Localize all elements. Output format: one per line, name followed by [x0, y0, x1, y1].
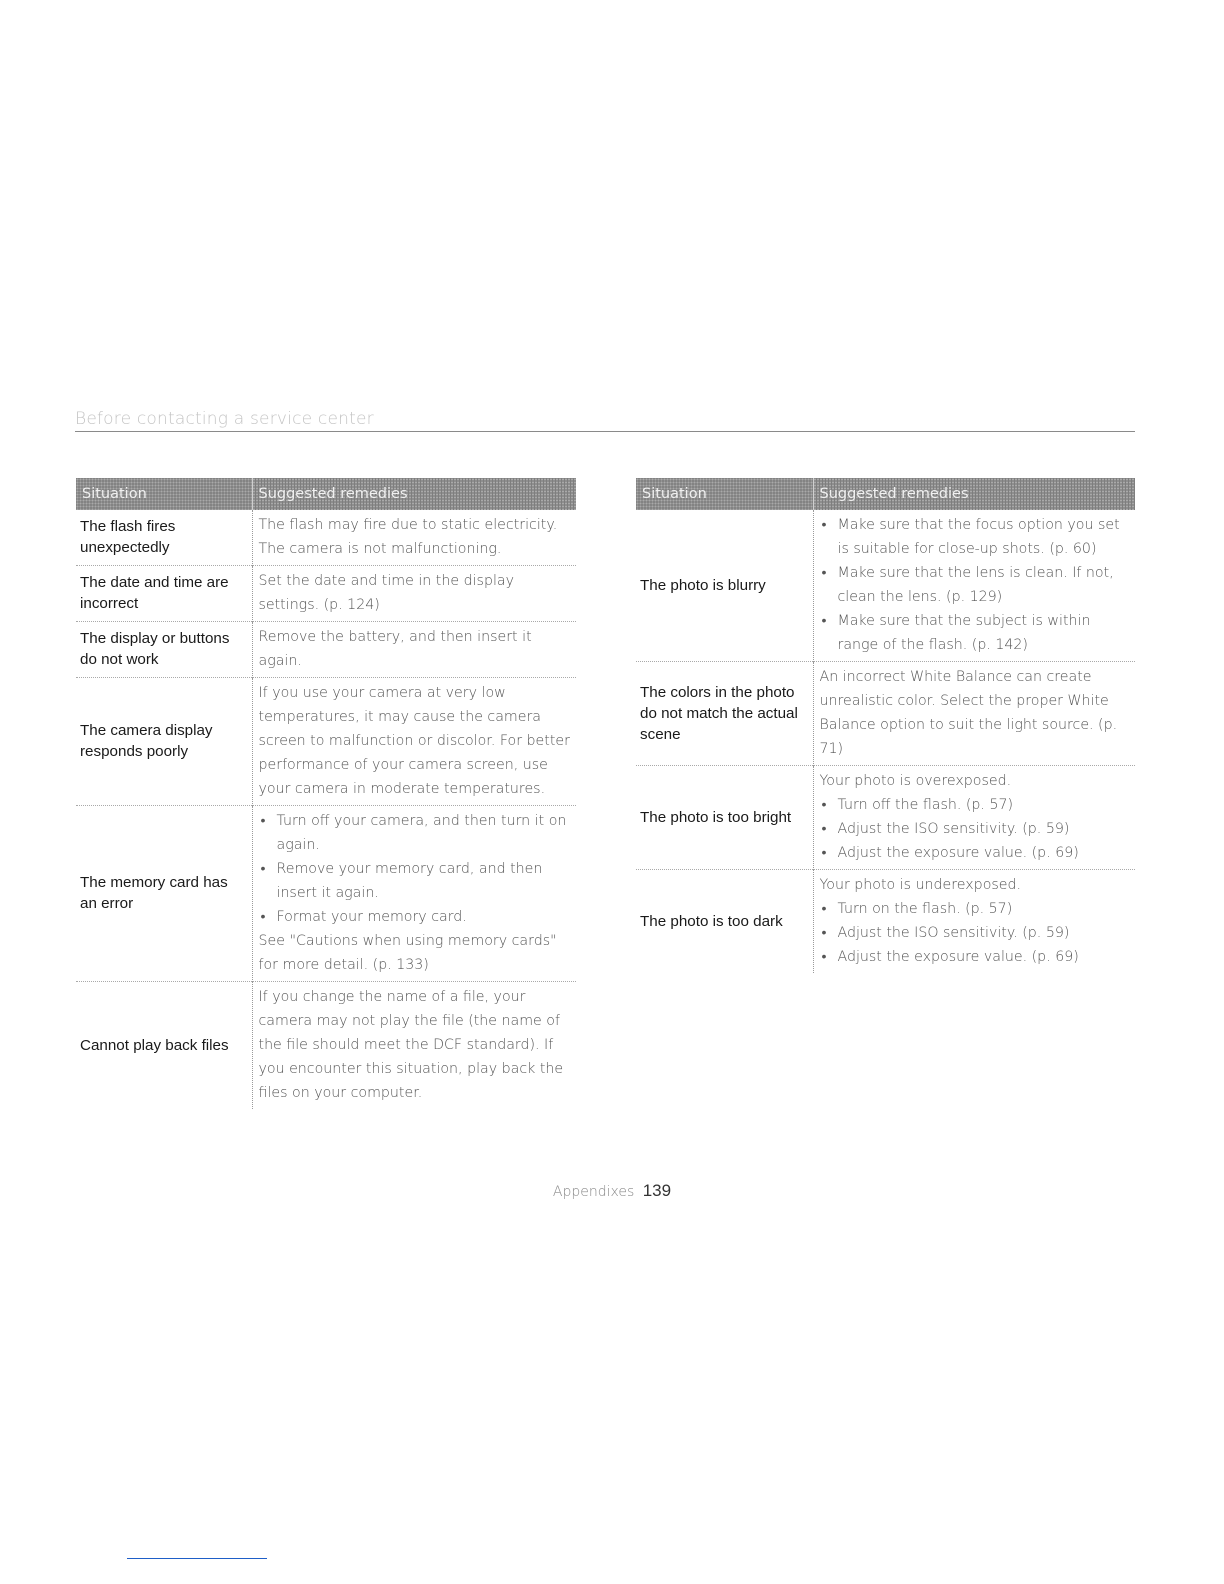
- remedy-cell: [813, 510, 1135, 662]
- remedy-cell: [252, 982, 576, 1110]
- remedy-text: The camera is not malfunctioning.: [258, 541, 502, 557]
- remedy-text: An incorrect White Balance can create unrealistic color. Select the proper White Balance option to suit the light source. (p. 71): [819, 669, 1118, 757]
- situation-cell: The photo is blurry: [640, 576, 766, 594]
- remedy-cell: [252, 510, 576, 566]
- remedy-list-item: • Make sure that the subject is within range of the flash. (p. 142): [820, 609, 1132, 657]
- remedy-list-item: • Adjust the exposure value. (p. 69): [820, 945, 1132, 969]
- situation-cell: Cannot play back files: [76, 982, 252, 1110]
- remedy-list-item: • Adjust the ISO sensitivity. (p. 59): [820, 817, 1132, 841]
- column-header-remedies: Suggested remedies: [252, 478, 576, 510]
- remedy-list: [820, 897, 1132, 969]
- remedy-cell: [813, 662, 1135, 766]
- bottom-divider: [127, 1558, 267, 1559]
- section-title: Before contacting a service center: [75, 409, 374, 429]
- troubleshooting-table-left: [76, 478, 576, 1109]
- remedy-cell: [252, 566, 576, 622]
- remedy-text: Set the date and time in the display settings. (p. 124): [258, 573, 514, 613]
- situation-cell: The colors in the photo do not match the actual scene: [636, 662, 813, 766]
- remedy-list: [820, 513, 1132, 657]
- table-row: [636, 510, 1135, 662]
- table-row: [76, 566, 576, 622]
- remedy-cell: [813, 870, 1135, 974]
- remedy-cell: [813, 766, 1135, 870]
- page-header: [75, 409, 1135, 432]
- remedy-list: [820, 793, 1132, 865]
- situation-cell: The flash fires unexpectedly: [80, 518, 176, 556]
- remedy-list-item: • Adjust the exposure value. (p. 69): [820, 841, 1132, 865]
- table-row: [76, 806, 576, 982]
- column-header-situation: Situation: [76, 478, 252, 510]
- table-row: [76, 622, 576, 678]
- situation-cell: The photo is too bright: [636, 766, 813, 870]
- page-footer: [0, 1181, 1224, 1201]
- remedy-cell: [252, 678, 576, 806]
- column-header-situation: Situation: [636, 478, 813, 510]
- remedy-text: Remove the battery, and then insert it again.: [258, 629, 532, 669]
- remedy-list-item: • Make sure that the focus option you set is suitable for close-up shots. (p. 60): [820, 513, 1132, 561]
- remedy-note: See "Cautions when using memory cards" for more detail. (p. 133): [258, 933, 557, 973]
- remedy-cell: [252, 806, 576, 982]
- remedy-list-item: • Adjust the ISO sensitivity. (p. 59): [820, 921, 1132, 945]
- table-row: [76, 510, 576, 566]
- situation-cell: The camera display responds poorly: [76, 678, 252, 806]
- column-header-remedies: Suggested remedies: [813, 478, 1135, 510]
- remedy-list-item: • Turn on the flash. (p. 57): [820, 897, 1132, 921]
- remedy-text: If you change the name of a file, your camera may not play the file (the name of the file should meet the DCF standard). If you encounter this situation, play back the files on your computer.: [258, 989, 564, 1101]
- remedy-list-item: • Make sure that the lens is clean. If not, clean the lens. (p. 129): [820, 561, 1132, 609]
- situation-cell: The display or buttons do not work: [76, 622, 252, 678]
- remedy-text: The flash may fire due to static electricity.: [258, 517, 558, 533]
- remedy-list: [259, 809, 573, 929]
- situation-cell: The photo is too dark: [636, 870, 813, 974]
- remedy-list-item: • Remove your memory card, and then insert it again.: [259, 857, 573, 905]
- table-row: [76, 678, 576, 806]
- troubleshooting-table-right: [636, 478, 1135, 973]
- footer-section-label: Appendixes: [552, 1184, 635, 1200]
- remedy-list-item: • Turn off the flash. (p. 57): [820, 793, 1132, 817]
- table-row: [636, 766, 1135, 870]
- page-number: 139: [642, 1181, 672, 1200]
- situation-cell: The memory card has an error: [76, 806, 252, 982]
- remedy-list-item: • Format your memory card.: [259, 905, 573, 929]
- remedy-text: Your photo is underexposed.: [819, 877, 1022, 893]
- remedy-cell: [252, 622, 576, 678]
- remedy-text: If you use your camera at very low temperatures, it may cause the camera screen to malfunction or discolor. For better performance of your camera screen, use your camera in moderate temperatures.: [258, 685, 570, 797]
- remedy-text: Your photo is overexposed.: [819, 773, 1012, 789]
- table-row: [636, 662, 1135, 766]
- table-row: [636, 870, 1135, 974]
- situation-cell: The date and time are incorrect: [76, 566, 252, 622]
- table-row: [76, 982, 576, 1110]
- remedy-list-item: • Turn off your camera, and then turn it on again.: [259, 809, 573, 857]
